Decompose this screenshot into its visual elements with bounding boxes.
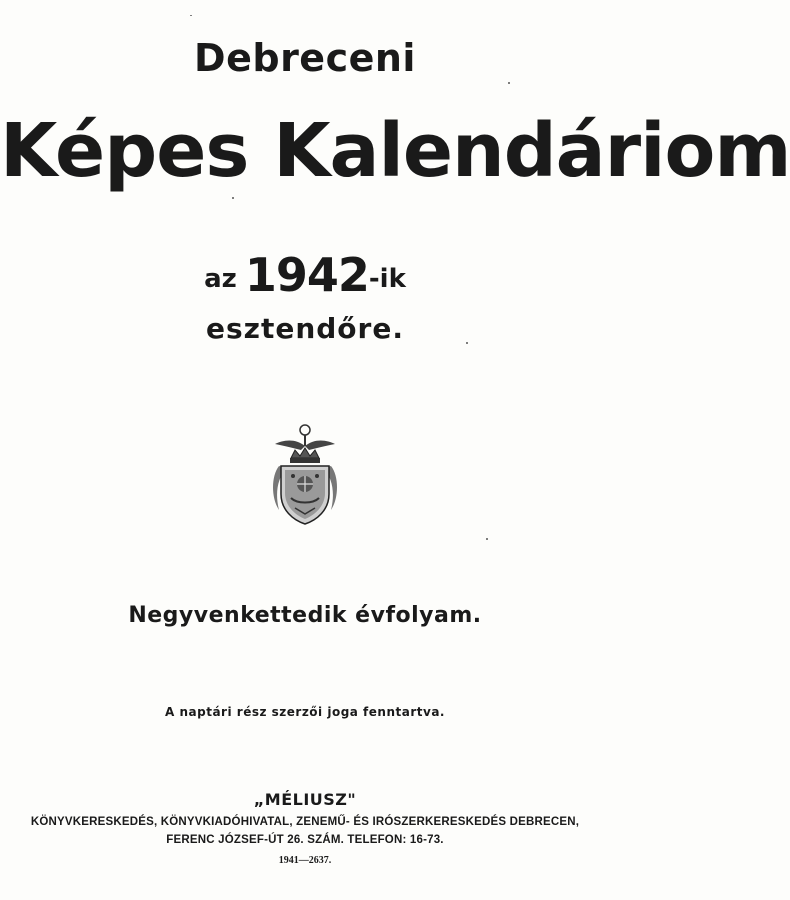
coat-of-arms-icon [265,420,345,528]
subtitle: esztendőre. [206,312,404,345]
scan-speck [486,538,488,540]
publisher-address-line-2: FERENC JÓZSEF-ÚT 26. SZÁM. TELEFON: 16-73. [166,834,444,846]
city-heading: Debreceni [194,36,416,80]
scan-speck [232,197,234,199]
scan-speck [190,15,192,16]
publisher-address-line-1: KÖNYVKERESKEDÉS, KÖNYVKIADÓHIVATAL, ZENEMŰ- ÉS IRÓSZERKERESKEDÉS DEBRECEN, [30,816,580,828]
main-title: Képes Kalendáriom [0,108,790,194]
scan-speck [466,342,468,344]
copyright-note: A naptári rész szerzői joga fenntartva. [165,705,445,719]
year-suffix: -ik [368,264,406,294]
publisher-name: „MÉLIUSZ" [253,790,357,809]
year-line [0,248,610,302]
year-prefix: az [204,264,237,294]
volume-line: Negyvenkettedik évfolyam. [128,603,482,628]
year-number: 1942 [244,248,369,302]
scan-speck [508,82,510,84]
print-number: 1941—2637. [278,855,332,866]
